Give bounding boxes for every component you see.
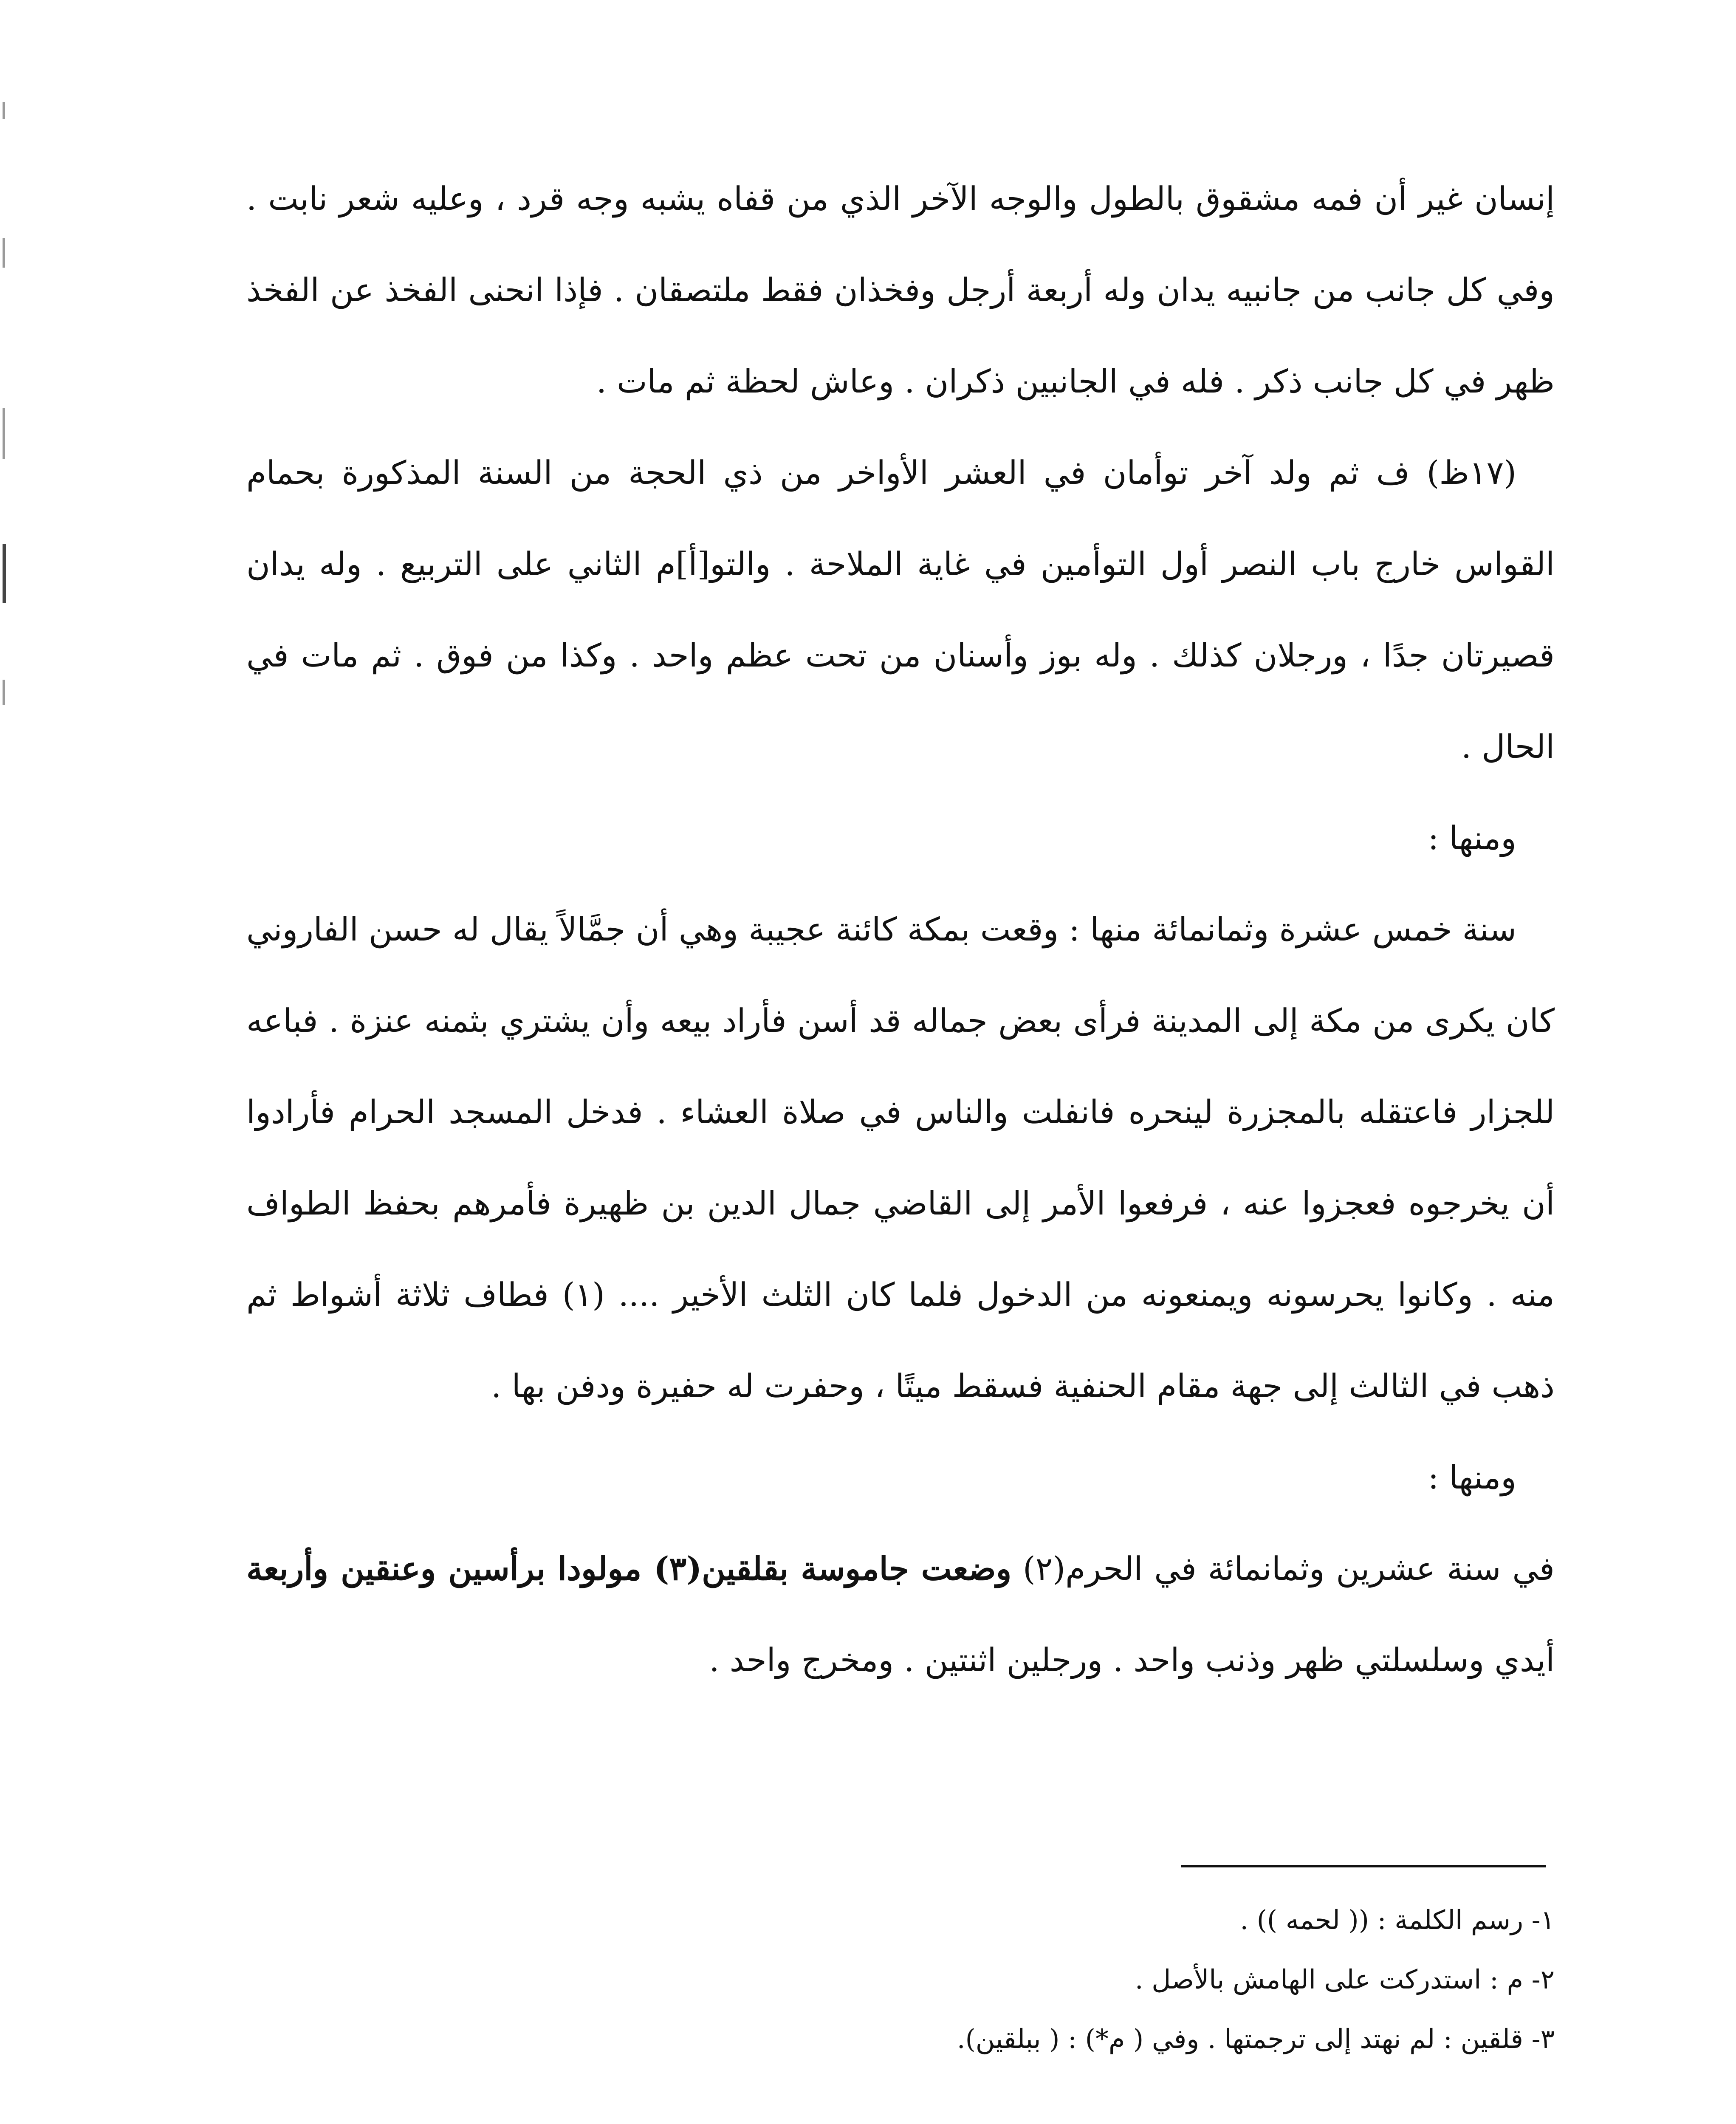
bold-text: وضعت جاموسة بقلقين(٣) مولودا برأسين وعنقين وأربعة bbox=[246, 1550, 1012, 1587]
paragraph-buffalo bbox=[246, 1523, 1555, 1706]
paragraph-text: أيدي وسلسلتي ظهر وذنب واحد . ورجلين اثنتين . ومخرج واحد . bbox=[709, 1641, 1555, 1679]
scan-edge-mark bbox=[3, 238, 5, 268]
paragraph-continuation: إنسان غير أن فمه مشقوق بالطول والوجه الآخر الذي من قفاه يشبه وجه قرد ، وعليه شعر نابت . وفي كل جانب من جانبيه يدان وله أربعة أرجل وفخذان فقط ملتصقان . فإذا انحنى الفخذ عن الفخذ ظهر في كل جانب ذكر . فله في الجانبين ذكران . وعاش لحظة ثم مات . bbox=[246, 180, 1555, 400]
footnote: ٣- قلقين : لم نهتد إلى ترجمتها . وفي ( م*) : ( ببلقين). bbox=[957, 2023, 1555, 2054]
scan-edge-mark bbox=[3, 102, 5, 119]
paragraph-twins: (١٧ظ) ف ثم ولد آخر توأمان في العشر الأواخر من ذي الحجة من السنة المذكورة بحمام القواس خارج باب النصر أول التوأمين في غاية الملاحة . والتو[أ]م الثاني على التربيع . وله يدان قصيرتان جدًا ، ورجلان كذلك . وله بوز وأسنان من تحت عظم واحد . وكذا من فوق . ثم مات في الحال . bbox=[246, 454, 1555, 765]
main-text bbox=[246, 153, 1555, 1706]
scan-edge-mark bbox=[3, 544, 6, 603]
footnote: ٢- م : استدركت على الهامش بالأصل . bbox=[1135, 1964, 1555, 1995]
footnote-separator bbox=[1181, 1865, 1546, 1867]
scan-edge-mark bbox=[3, 408, 5, 459]
footnote: ١- رسم الكلمة : (( لحمه )) . bbox=[1240, 1904, 1555, 1935]
paragraph-text: في سنة عشرين وثمانمائة في الحرم(٢) bbox=[1011, 1550, 1555, 1587]
section-heading: ومنها : bbox=[1428, 1458, 1516, 1496]
section-heading: ومنها : bbox=[1428, 819, 1516, 857]
footnotes bbox=[595, 1890, 1555, 2069]
scan-edge-mark bbox=[3, 680, 5, 705]
paragraph-camel: سنة خمس عشرة وثمانمائة منها : وقعت بمكة كائنة عجيبة وهي أن جمَّالاً يقال له حسن الفاروني كان يكرى من مكة إلى المدينة فرأى بعض جماله قد أسن فأراد بيعه وأن يشتري بثمنه عنزة . فباعه للجزار فاعتقله بالمجزرة لينحره فانفلت والناس في صلاة العشاء . فدخل المسجد الحرام فأرادوا أن يخرجوه فعجزوا عنه ، فرفعوا الأمر إلى القاضي جمال الدين بن ظهيرة فأمرهم بحفظ الطواف منه . وكانوا يحرسونه ويمنعونه من الدخول فلما كان الثلث الأخير .... (١) فطاف ثلاثة أشواط ثم ذهب في الثالث إلى جهة مقام الحنفية فسقط ميتًا ، وحفرت له حفيرة ودفن بها . bbox=[246, 910, 1555, 1405]
